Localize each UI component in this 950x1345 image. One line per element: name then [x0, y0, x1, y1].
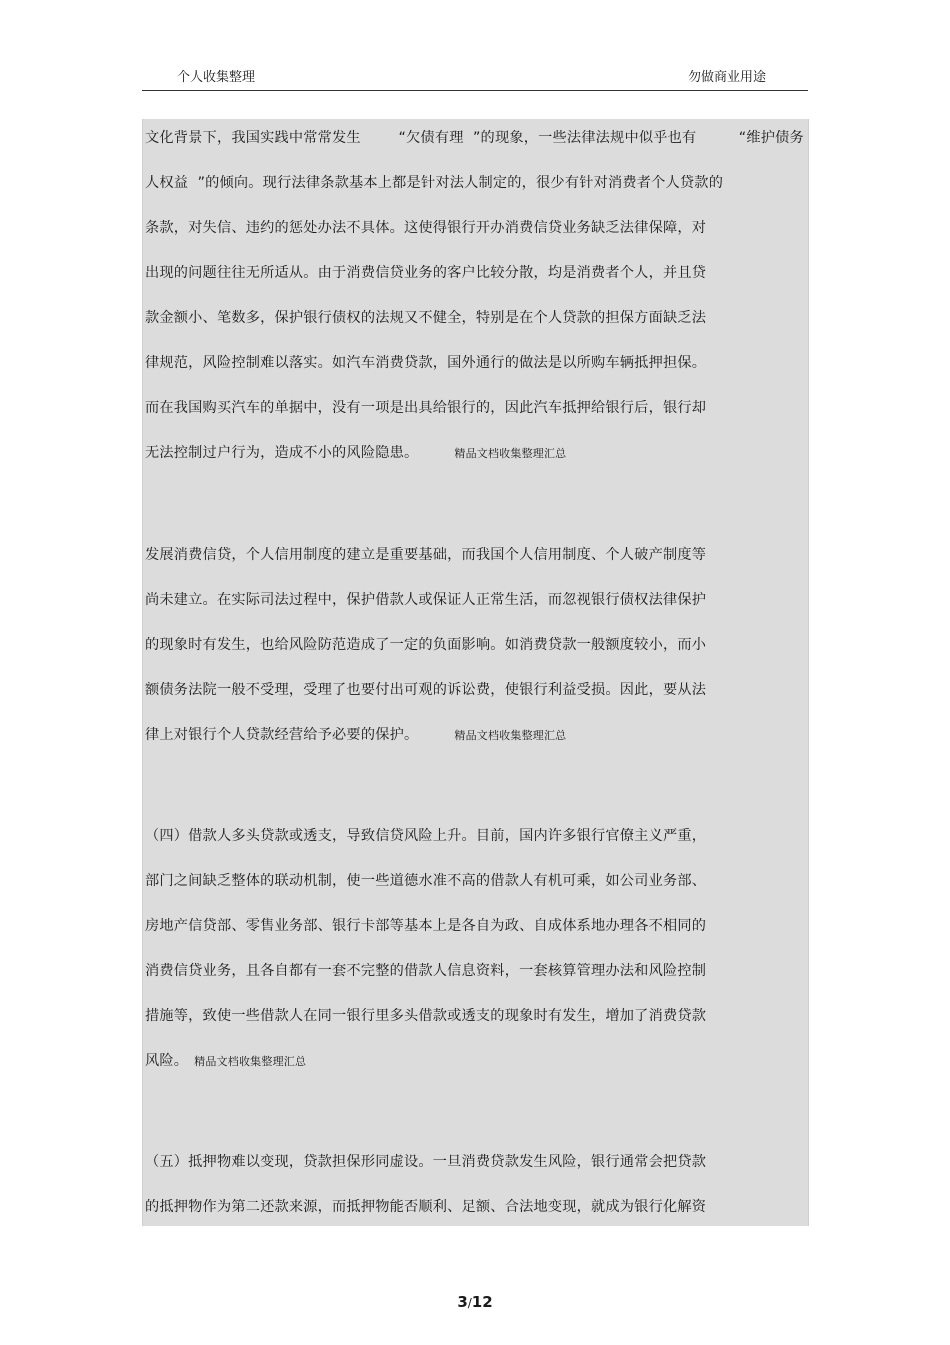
text-line: （四）借款人多头贷款或透支，导致信贷风险上升。目前，国内许多银行官僚主义严重，	[145, 828, 707, 844]
text-line: 房地产信贷部、零售业务部、银行卡部等基本上是各自为政、自成体系地办理各不相同的	[145, 918, 707, 934]
document-body	[142, 119, 809, 1226]
text-line: 文化背景下，我国实践中常常发生 “欠债有理 ”的现象，一些法律法规中似乎也有 “维护债务	[145, 130, 804, 146]
text-line: 的抵押物作为第二还款来源，而抵押物能否顺利、足额、合法地变现，就成为银行化解资	[145, 1199, 707, 1215]
text-line: 的现象时有发生，也给风险防范造成了一定的负面影响。如消费贷款一般额度较小，而小	[145, 637, 707, 653]
text-line: 部门之间缺乏整体的联动机制，使一些道德水准不高的借款人有机可乘，如公司业务部、	[145, 873, 707, 889]
total-pages: 12	[471, 1293, 493, 1311]
text-line: 风险。 精品文档收集整理汇总	[145, 1053, 307, 1069]
text-line: 律上对银行个人贷款经营给予必要的保护。 精品文档收集整理汇总	[145, 727, 567, 743]
header-right-text: 勿做商业用途	[687, 70, 766, 85]
text-line: 措施等，致使一些借款人在同一银行里多头借款或透支的现象时有发生，增加了消费贷款	[145, 1008, 707, 1024]
header-left-text: 个人收集整理	[177, 70, 256, 85]
text-line: 无法控制过户行为，造成不小的风险隐患。 精品文档收集整理汇总	[145, 445, 567, 461]
text-line: 额债务法院一般不受理，受理了也要付出可观的诉讼费，使银行利益受损。因此，要从法	[145, 682, 707, 698]
text-line: 尚未建立。在实际司法过程中，保护借款人或保证人正常生活，而忽视银行债权法律保护	[145, 592, 707, 608]
page-number	[0, 1293, 950, 1311]
current-page: 3	[457, 1293, 468, 1311]
text-line: 人权益 ”的倾向。现行法律条款基本上都是针对法人制定的，很少有针对消费者个人贷款的	[145, 175, 724, 191]
text-line: 消费信贷业务，且各自都有一套不完整的借款人信息资料，一套核算管理办法和风险控制	[145, 963, 707, 979]
watermark-note: 精品文档收集整理汇总	[454, 729, 567, 742]
text-line: 款金额小、笔数多，保护银行债权的法规又不健全，特别是在个人贷款的担保方面缺乏法	[145, 310, 707, 326]
page-separator: /	[467, 1296, 472, 1310]
text-line: 发展消费信贷，个人信用制度的建立是重要基础，而我国个人信用制度、个人破产制度等	[145, 547, 707, 563]
page-header	[142, 62, 808, 91]
text-line: 律规范，风险控制难以落实。如汽车消费贷款，国外通行的做法是以所购车辆抵押担保。	[145, 355, 707, 371]
watermark-note: 精品文档收集整理汇总	[194, 1055, 307, 1068]
text-line: （五）抵押物难以变现，贷款担保形同虚设。一旦消费贷款发生风险，银行通常会把贷款	[145, 1154, 707, 1170]
text-line: 条款，对失信、违约的惩处办法不具体。这使得银行开办消费信贷业务缺乏法律保障，对	[145, 220, 707, 236]
watermark-note: 精品文档收集整理汇总	[454, 447, 567, 460]
text-line: 而在我国购买汽车的单据中，没有一项是出具给银行的，因此汽车抵押给银行后，银行却	[145, 400, 707, 416]
text-line: 出现的问题往往无所适从。由于消费信贷业务的客户比较分散，均是消费者个人，并且贷	[145, 265, 707, 281]
